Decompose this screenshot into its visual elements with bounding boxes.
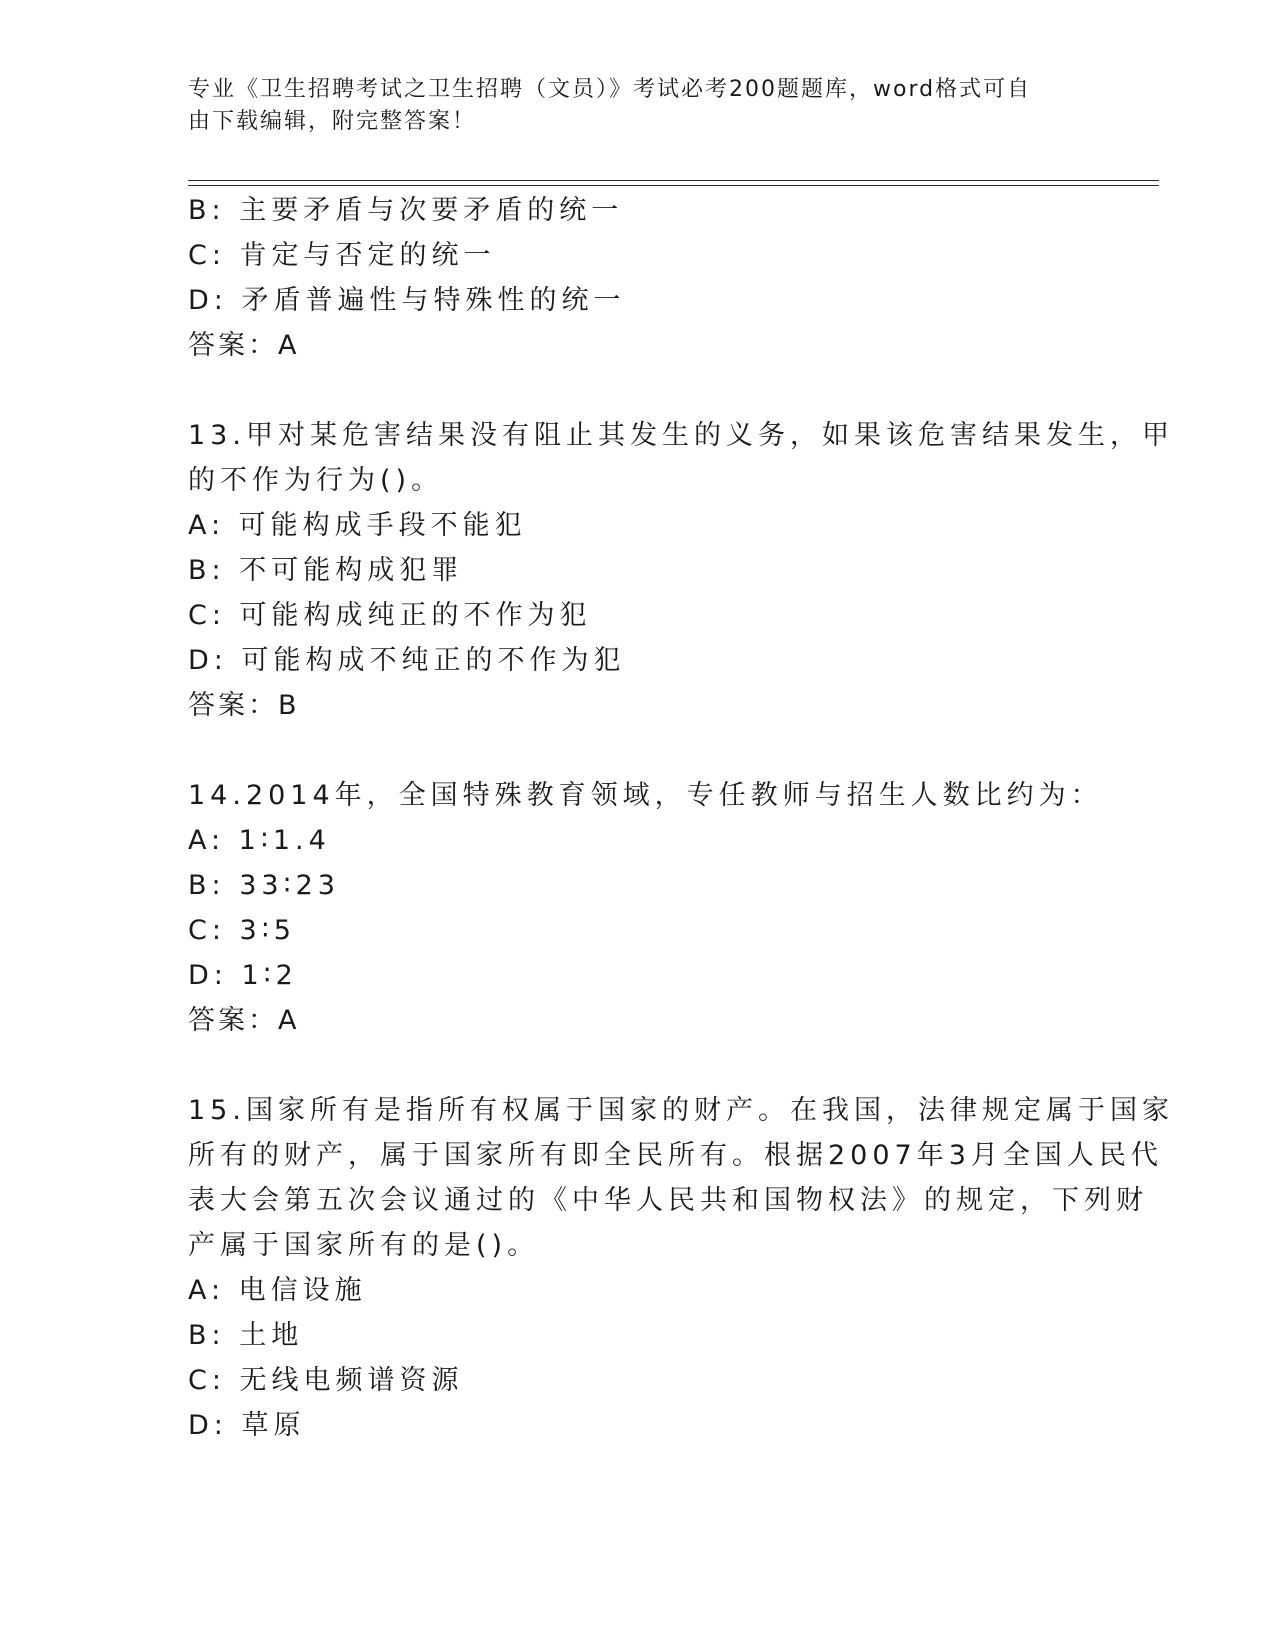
q15-option-c: C: 无线电频谱资源 (188, 1365, 464, 1396)
q14-option-b: B: 33∶23 (188, 870, 340, 901)
q15-stem-line-3: 表大会第五次会议通过的《中华人民共和国物权法》的规定，下列财 (188, 1185, 1148, 1216)
q12-option-b: B: 主要矛盾与次要矛盾的统一 (188, 195, 624, 226)
q13-option-b: B: 不可能构成犯罪 (188, 555, 464, 586)
header-rule-top (188, 180, 1159, 181)
q15-stem-line-2: 所有的财产，属于国家所有即全民所有。根据2007年3月全国人民代 (188, 1140, 1163, 1171)
q13-option-d: D: 可能构成不纯正的不作为犯 (188, 645, 626, 676)
q12-option-d: D: 矛盾普遍性与特殊性的统一 (188, 285, 626, 316)
q12-option-c: C: 肯定与否定的统一 (188, 240, 496, 271)
q15-stem-line-4: 产属于国家所有的是()。 (188, 1230, 540, 1261)
header-rule-bottom (188, 185, 1159, 186)
q13-option-c: C: 可能构成纯正的不作为犯 (188, 600, 592, 631)
q15-option-b: B: 土地 (188, 1320, 304, 1351)
header-line-2: 由下载编辑，附完整答案！ (188, 109, 477, 134)
q13-answer: 答案：B (188, 690, 300, 721)
q15-option-a: A: 电信设施 (188, 1275, 367, 1306)
q13-stem-line-2: 的不作为行为()。 (188, 465, 444, 496)
q13-option-a: A: 可能构成手段不能犯 (188, 510, 527, 541)
document-header (188, 74, 1088, 138)
q15-stem-line-1: 15.国家所有是指所有权属于国家的财产。在我国，法律规定属于国家 (188, 1095, 1174, 1126)
header-line-1: 专业《卫生招聘考试之卫生招聘（文员）》考试必考200题题库，word格式可自 (188, 77, 1032, 102)
q13-stem-line-1: 13.甲对某危害结果没有阻止其发生的义务，如果该危害结果发生，甲 (188, 420, 1174, 451)
q14-option-c: C: 3∶5 (188, 915, 296, 946)
q14-stem-line-1: 14.2014年，全国特殊教育领域，专任教师与招生人数比约为： (188, 780, 1103, 811)
q14-option-a: A: 1∶1.4 (188, 825, 331, 856)
q12-answer: 答案：A (188, 330, 300, 361)
q14-answer: 答案：A (188, 1005, 300, 1036)
q15-option-d: D: 草原 (188, 1410, 306, 1441)
q14-option-d: D: 1∶2 (188, 960, 298, 991)
